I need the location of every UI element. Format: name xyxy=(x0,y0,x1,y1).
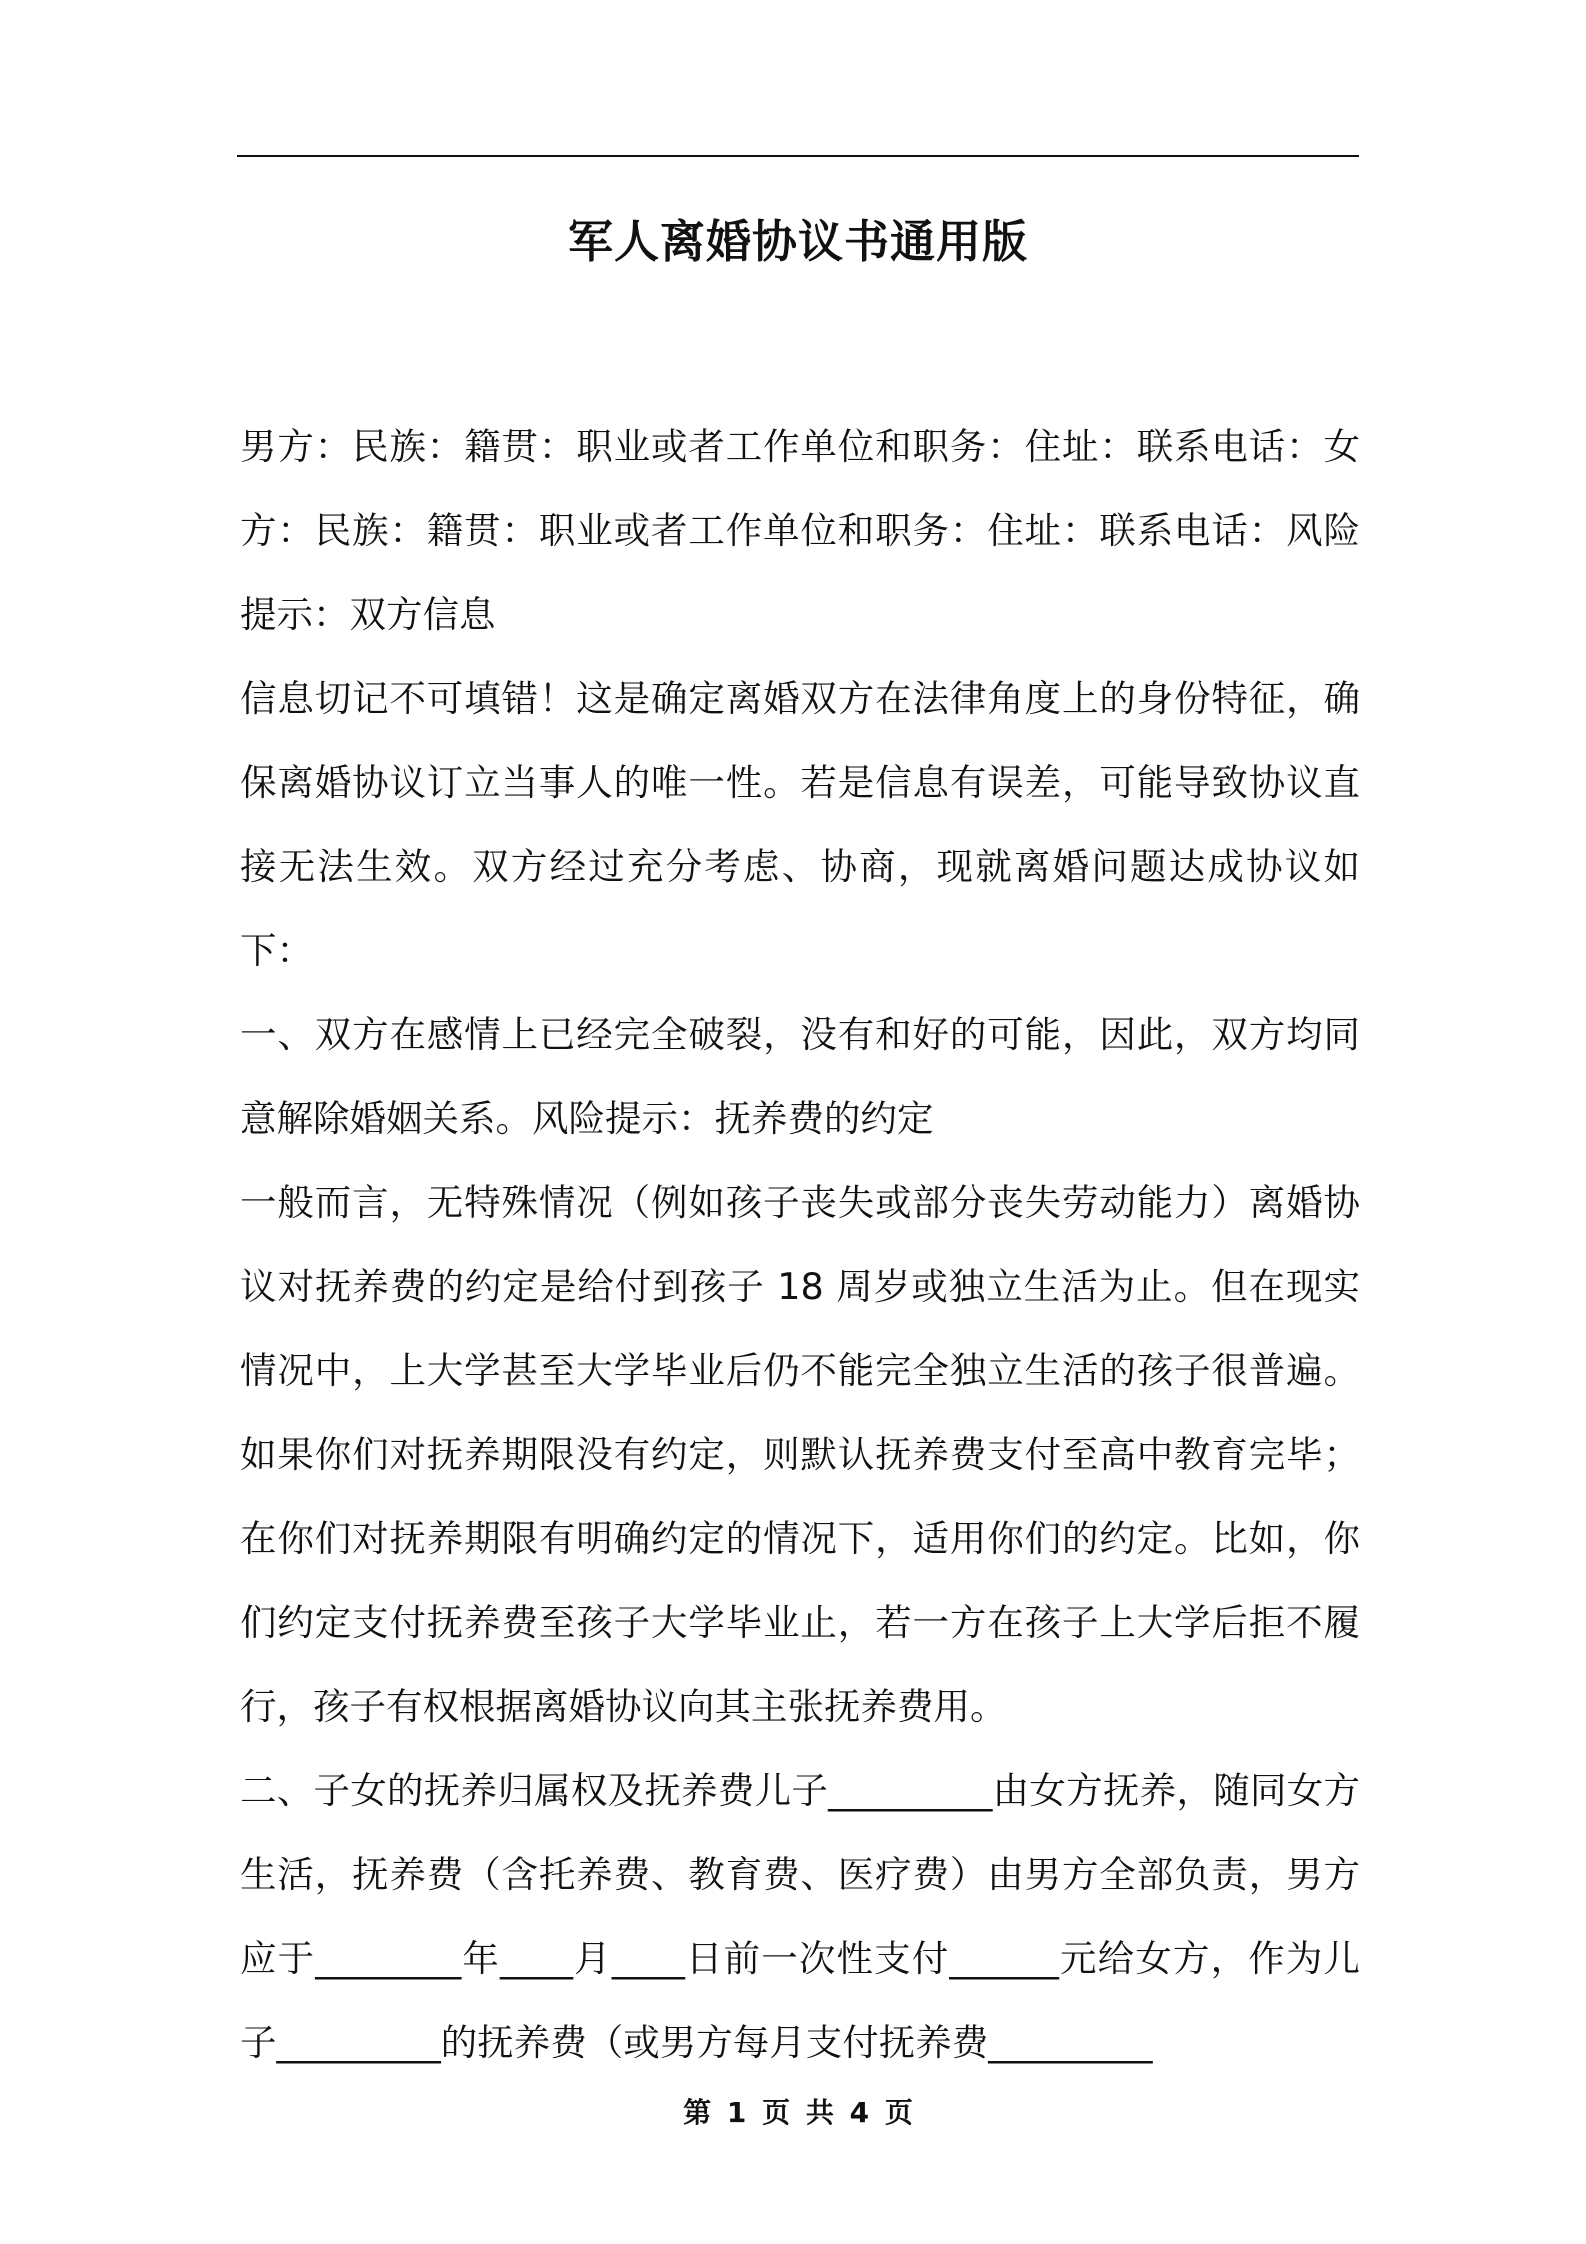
paragraph-info-warning: 信息切记不可填错！这是确定离婚双方在法律角度上的身份特征，确保离婚协议订立当事人的唯一性。若是信息有误差，可能导致协议直接无法生效。双方经过充分考虑、协商，现就离婚问题达成协议如下： xyxy=(240,677,1360,972)
document-body xyxy=(240,405,1360,2085)
document-title: 军人离婚协议书通用版 xyxy=(567,215,1028,268)
page-number-footer: 第 1 页 共 4 页 xyxy=(683,2096,913,2129)
paragraph-clause-two: 二、子女的抚养归属权及抚养费儿子_________由女方抚养，随同女方生活，抚养费（含托养费、教育费、医疗费）由男方全部负责，男方应于________年____月____日前一次性支付______元给女方，作为儿子_________的抚养费（或男方每月支付抚养费_________ xyxy=(240,1769,1360,2064)
header-rule xyxy=(237,155,1359,157)
paragraph-party-info: 男方：民族：籍贯：职业或者工作单位和职务：住址：联系电话：女方：民族：籍贯：职业或者工作单位和职务：住址：联系电话：风险提示：双方信息 xyxy=(240,425,1360,636)
paragraph-clause-one: 一、双方在感情上已经完全破裂，没有和好的可能，因此，双方均同意解除婚姻关系。风险提示：抚养费的约定 xyxy=(240,1013,1360,1140)
paragraph-support-term: 一般而言，无特殊情况（例如孩子丧失或部分丧失劳动能力）离婚协议对抚养费的约定是给付到孩子 18 周岁或独立生活为止。但在现实情况中，上大学甚至大学毕业后仍不能完全独立生活的孩子很普遍。如果你们对抚养期限没有约定，则默认抚养费支付至高中教育完毕；在你们对抚养期限有明确约定的情况下，适用你们的约定。比如，你们约定支付抚养费至孩子大学毕业止，若一方在孩子上大学后拒不履行，孩子有权根据离婚协议向其主张抚养费用。 xyxy=(240,1181,1360,1728)
